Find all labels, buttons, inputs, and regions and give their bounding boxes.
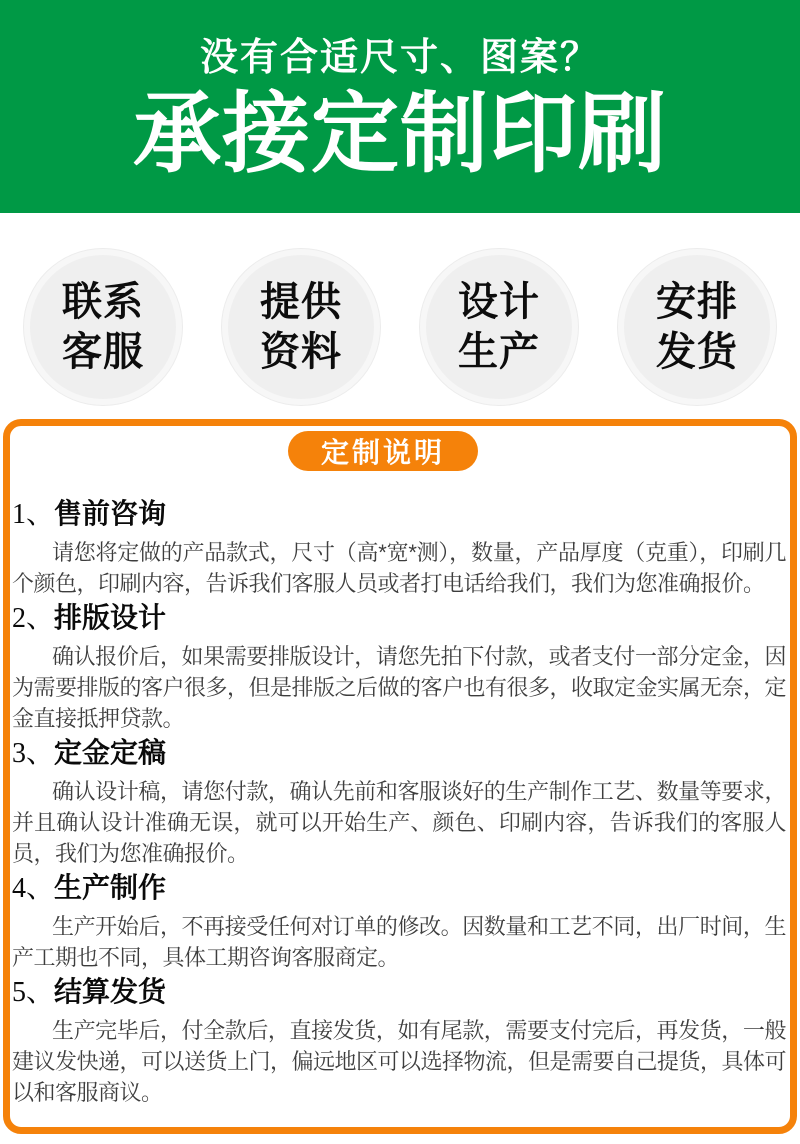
section-title-text: 生产制作 [54,873,167,904]
banner-title: 承接定制印刷 [132,84,667,183]
section-title-deposit-draft [12,736,786,772]
step-circle-arrange-shipping [618,249,776,405]
step-label: 客服 [62,330,144,374]
section-title-production [12,871,786,907]
custom-notice-box [3,419,797,1134]
step-circle-contact-service [24,249,182,405]
section-number: 1、 [12,499,55,530]
step-circle-provide-materials [222,249,380,405]
section-number: 2、 [12,603,55,634]
step-label: 设计 [458,280,540,324]
banner-subtitle: 没有合适尺寸、图案？ [199,37,600,79]
section-number: 3、 [12,738,55,769]
section-title-presale [12,497,786,533]
section-title-layout-design [12,601,786,637]
section-body-production: 生产开始后，不再接受任何对订单的修改。因数量和工艺不同，出厂时间，生产工期也不同，具体工期咨询客服商定。 [12,914,786,970]
section-number: 5、 [12,977,55,1008]
section-body-layout-design: 确认报价后，如果需要排版设计，请您先拍下付款，或者支付一部分定金，因为需要排版的客户很多，但是排版之后做的客户也有很多，收取定金实属无奈，定金直接抵押贷款。 [12,644,787,731]
notice-content [10,471,790,1108]
step-label: 发货 [656,330,738,374]
section-title-text: 结算发货 [54,977,167,1008]
step-label: 资料 [260,330,342,374]
section-number: 4、 [12,873,55,904]
process-steps-row [0,249,800,405]
step-label: 联系 [62,280,144,324]
section-title-settlement-shipping [12,975,786,1011]
section-body-settlement-shipping: 生产完毕后，付全款后，直接发货，如有尾款，需要支付完后，再发货，一般建议发快递，可以送货上门，偏远地区可以选择物流，但是需要自己提货，具体可以和客服商议。 [12,1018,787,1105]
notice-badge: 定制说明 [288,431,478,471]
section-body-deposit-draft: 确认设计稿，请您付款，确认先前和客服谈好的生产制作工艺、数量等要求，并且确认设计准确无误，就可以开始生产、颜色、印刷内容，告诉我们的客服人员，我们为您准确报价。 [12,779,786,866]
section-title-text: 定金定稿 [54,738,167,769]
section-body-presale: 请您将定做的产品款式，尺寸（高*宽*测），数量，产品厚度（克重），印刷几个颜色，印刷内容，告诉我们客服人员或者打电话给我们，我们为您准确报价。 [12,540,786,596]
step-label: 提供 [260,280,342,324]
step-circle-design-production [420,249,578,405]
section-title-text: 售前咨询 [54,499,167,530]
section-title-text: 排版设计 [54,603,167,634]
header-banner [0,0,800,213]
step-label: 生产 [458,330,540,374]
step-label: 安排 [656,280,738,324]
